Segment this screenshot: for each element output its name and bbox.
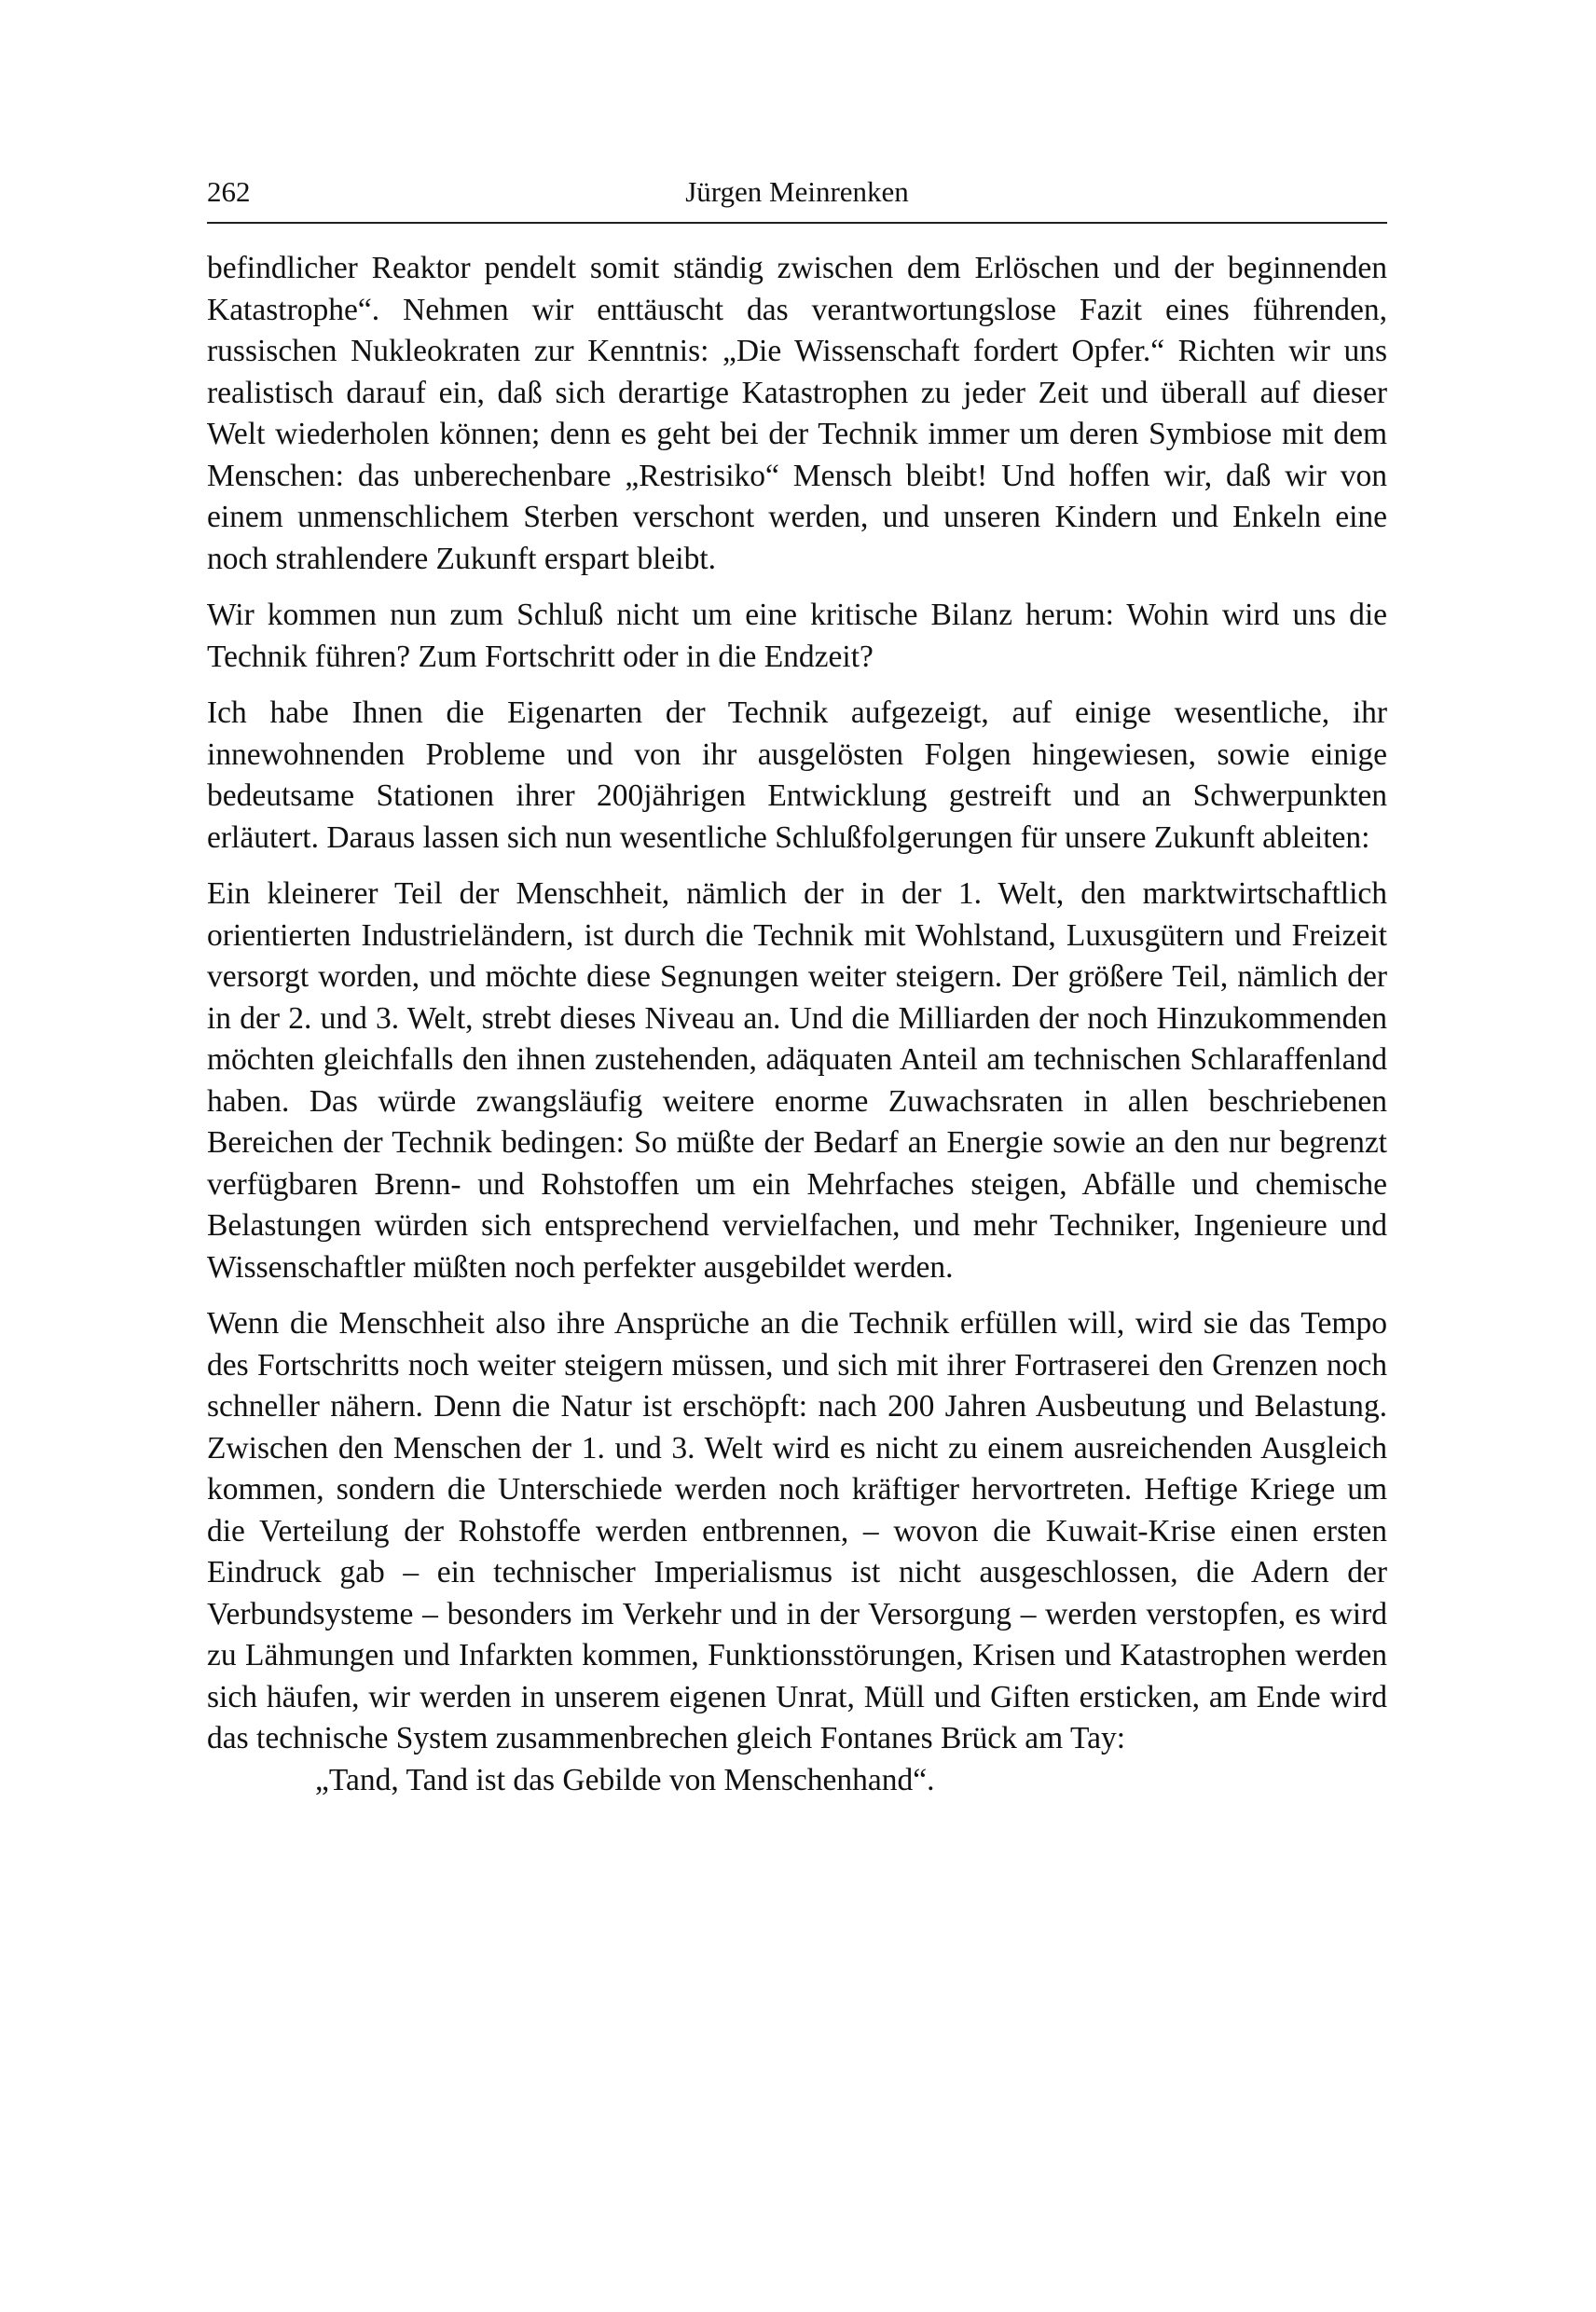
paragraph: Wenn die Menschheit also ihre Ansprüche an die Technik erfüllen will, wird sie das Tempo des Fortschritts noch weiter steigern müssen, und sich mit ihrer Fortraserei den Grenzen noch schneller nähern. Denn die Natur ist erschöpft: nach 200 Jahren Ausbeutung und Belastung. Zwischen den Menschen der 1. und 3. Welt wird es nicht zu einem ausreichenden Ausgleich kommen, sondern die Unterschiede werden noch kräftiger hervortreten. Heftige Kriege um die Verteilung der Rohstoffe werden entbrennen, – wovon die Kuwait-Krise einen ersten Eindruck gab – ein technischer Imperialismus ist nicht ausgeschlossen, die Adern der Verbundsysteme – besonders im Verkehr und in der Versorgung – werden verstopfen, es wird zu Lähmungen und Infarkten kommen, Funktionsstörungen, Krisen und Katastrophen werden sich häufen, wir werden in unserem eigenen Unrat, Müll und Giften ersticken, am Ende wird das technische System zusammenbrechen gleich Fontanes Brück am Tay:: [207, 1306, 1387, 1755]
header-rule: [207, 222, 1387, 224]
paragraph: Ich habe Ihnen die Eigenarten der Technik aufgezeigt, auf einige wesentliche, ihr innewohnenden Probleme und von ihr ausgelösten Folgen hingewiesen, sowie einige bedeutsame Stationen ihrer 200jährigen Entwicklung gestreift und an Schwerpunkten erläutert. Daraus lassen sich nun wesentliche Schlußfolgerungen für unsere Zukunft ableiten:: [207, 695, 1387, 855]
running-title-author: Jürgen Meinrenken: [685, 175, 909, 208]
text-body: [207, 248, 1387, 1801]
page-number: 262: [207, 175, 251, 208]
closing-quote: „Tand, Tand ist das Gebilde von Menschenhand“.: [315, 1762, 935, 1797]
paragraph: befindlicher Reaktor pendelt somit ständig zwischen dem Erlöschen und der beginnenden Katastrophe“. Nehmen wir enttäuscht das verantwortungslose Fazit eines führenden, russischen Nukleokraten zur Kenntnis: „Die Wissenschaft fordert Opfer.“ Richten wir uns realistisch darauf ein, daß sich derartige Katastrophen zu jeder Zeit und überall auf dieser Welt wiederholen können; denn es geht bei der Technik immer um deren Symbiose mit dem Menschen: das unberechenbare „Restrisiko“ Mensch bleibt! Und hoffen wir, daß wir von einem unmenschlichem Sterben verschont werden, und unseren Kindern und Enkeln eine noch strahlendere Zukunft erspart bleibt.: [207, 251, 1387, 576]
running-head: [207, 173, 1387, 222]
paragraph: Ein kleinerer Teil der Menschheit, nämlich der in der 1. Welt, den marktwirtschaftlich orientierten Industrieländern, ist durch die Technik mit Wohlstand, Luxusgütern und Freizeit versorgt worden, und möchte diese Segnungen weiter steigern. Der größere Teil, nämlich der in der 2. und 3. Welt, strebt dieses Niveau an. Und die Milliarden der noch Hinzukommenden möchten gleichfalls den ihnen zustehenden, adäquaten Anteil am technischen Schlaraffenland haben. Das würde zwangsläufig weitere enorme Zuwachsraten in allen beschriebenen Bereichen der Technik bedingen: So müßte der Bedarf an Energie sowie an den nur begrenzt verfügbaren Brenn- und Rohstoffen um ein Mehrfaches steigen, Abfälle und chemische Belastungen würden sich entsprechend vervielfachen, und mehr Techniker, Ingenieure und Wissenschaftler müßten noch perfekter ausgebildet werden.: [207, 876, 1387, 1285]
book-page: [207, 173, 1387, 1801]
paragraph: Wir kommen nun zum Schluß nicht um eine kritische Bilanz herum: Wohin wird uns die Technik führen? Zum Fortschritt oder in die Endzeit?: [207, 598, 1387, 674]
